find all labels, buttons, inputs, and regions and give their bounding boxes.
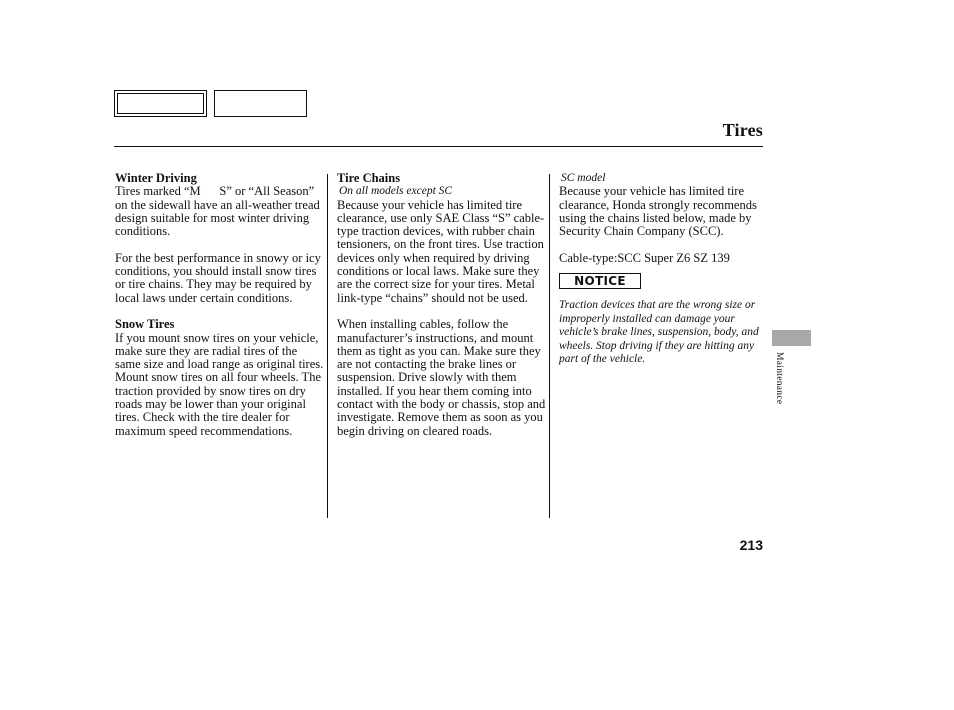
column-divider-1	[327, 174, 328, 518]
page-title: Tires	[722, 120, 763, 140]
tire-chains-heading: Tire Chains	[337, 171, 401, 185]
tire-chains-subheading: On all models except SC	[339, 185, 453, 198]
notice-badge: NOTICE	[559, 273, 641, 289]
column-right	[559, 172, 764, 366]
cable-type-paragraph: Cable-type:SCC Super Z6 SZ 139	[559, 250, 730, 265]
snow-tires-paragraph: If you mount snow tires on your vehicle, make sure they are radial tires of the same size and load range as original tires. Mount snow tires on all four wheels. The traction provided by snow tires on dry roads may be lower than your original tires. Check with the tire dealer for maximum speed recommendations.	[115, 330, 324, 438]
winter-driving-paragraph: Tires marked “M S” or “All Season” on the sidewall have an all-weather tread design suitable for most winter driving conditions.	[115, 184, 323, 239]
nav-box-secondary[interactable]	[214, 90, 307, 117]
column-middle	[337, 172, 547, 438]
nav-box-primary[interactable]	[114, 90, 207, 117]
notice-text: Traction devices that are the wrong size or improperly installed can damage your vehicle’s brake lines, suspension, body, and wheels. Stop driving if they are hitting any part of the vehicle.	[559, 299, 759, 365]
side-tab	[772, 330, 811, 346]
installing-cables-paragraph: When installing cables, follow the manufacturer’s instructions, and mount them as tight as you can. Make sure they are not contacting the brake lines or suspension. Drive slowly with them installed. If you hear them coming into contact with the body or chassis, stop and investigate. Remove them as soon as you begin driving on cleared roads.	[337, 317, 546, 438]
sc-model-subheading: SC model	[561, 172, 606, 184]
column-divider-2	[549, 174, 550, 518]
side-tab-label: Maintenance	[774, 352, 784, 405]
winter-performance-paragraph: For the best performance in snowy or icy conditions, you should install snow tires or tire chains. They may be required by local laws under certain conditions.	[115, 250, 321, 305]
winter-driving-heading: Winter Driving	[115, 171, 197, 185]
tire-chains-paragraph: Because your vehicle has limited tire clearance, use only SAE Class “S” cable-type traction devices, with rubber chain tensioners, on the front tires. Use traction devices only when required by driving conditions or local laws. Make sure they are the correct size for your tires. Metal link-type “chains” should not be used.	[337, 197, 545, 305]
page-number: 213	[739, 537, 763, 553]
snow-tires-heading: Snow Tires	[115, 317, 175, 332]
title-rule	[114, 146, 763, 147]
column-left	[115, 172, 325, 438]
sc-model-paragraph: Because your vehicle has limited tire clearance, Honda strongly recommends using the chains listed below, made by Security Chain Company (SCC).	[559, 184, 757, 239]
